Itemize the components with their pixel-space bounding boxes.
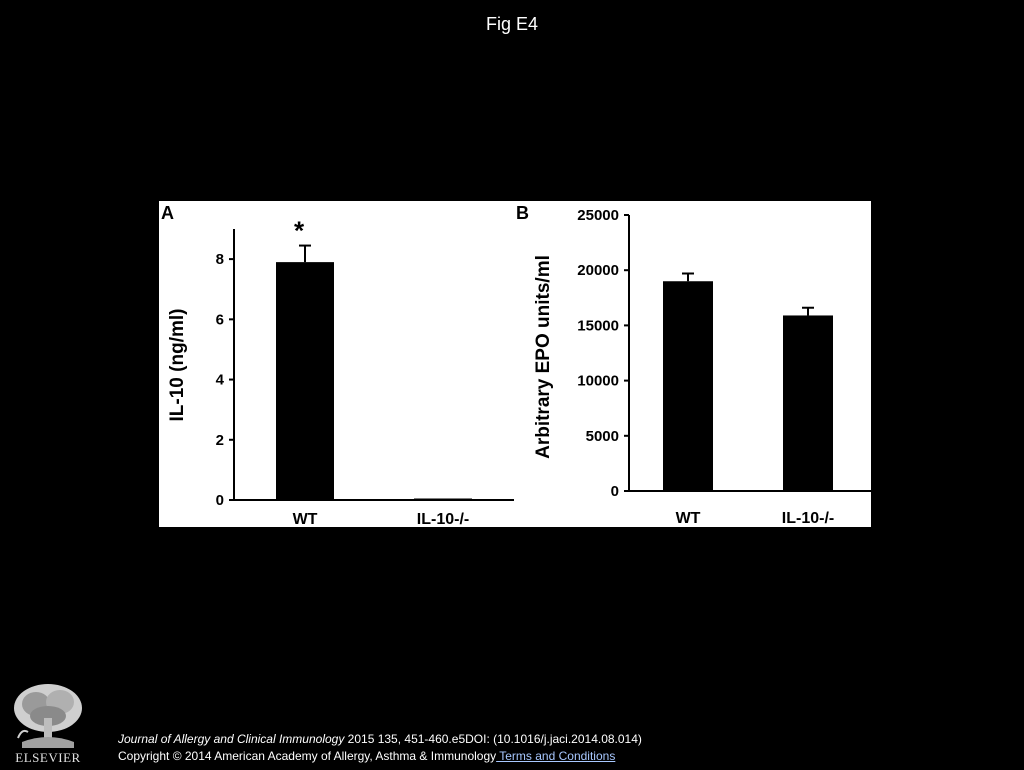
article-reference: 2015 135, 451-460.e5DOI: (10.1016/j.jaci.2014.08.014) — [344, 732, 642, 746]
chart-b-y-axis-label: Arbitrary EPO units/ml — [533, 255, 554, 459]
chart-b-panel-label: B — [516, 203, 529, 223]
chart-b-category-label: IL-10-/- — [781, 510, 835, 527]
chart-b-y-tick-label: 25000 — [577, 207, 619, 224]
terms-and-conditions-link[interactable]: Terms and Conditions — [496, 749, 616, 763]
elsevier-logo-text: ELSEVIER — [15, 750, 81, 765]
chart-a-category-label: WT — [292, 511, 318, 527]
chart-a-y-tick-label: 4 — [215, 371, 224, 389]
chart-a-category-label: IL-10-/- — [416, 511, 470, 527]
chart-a-bar — [276, 262, 334, 500]
chart-a-y-tick-label: 8 — [215, 251, 224, 269]
chart-a-y-tick-label: 2 — [215, 431, 224, 449]
journal-name: Journal of Allergy and Clinical Immunology — [118, 732, 345, 746]
copyright-line — [118, 748, 642, 765]
chart-a-y-tick-label: 6 — [215, 311, 224, 329]
chart-a-significance-marker: * — [293, 215, 305, 246]
chart-b-bar — [783, 315, 833, 491]
chart-b-bar — [663, 281, 713, 491]
chart-a-y-tick-label: 0 — [215, 492, 224, 509]
chart-a-y-axis-label: IL-10 (ng/ml) — [167, 308, 188, 422]
chart-b-y-tick-label: 20000 — [577, 262, 619, 280]
figure-svg — [159, 201, 871, 527]
slide-title: Fig E4 — [485, 14, 539, 34]
chart-a-bar — [414, 498, 472, 500]
citation — [118, 731, 642, 765]
citation-line — [118, 731, 642, 748]
elsevier-logo — [8, 680, 88, 765]
chart-b-y-tick-label: 0 — [610, 483, 619, 500]
chart-b-category-label: WT — [675, 510, 701, 527]
chart-a-panel-label: A — [161, 203, 174, 223]
copyright-text: Copyright © 2014 American Academy of Allergy, Asthma & Immunology — [118, 749, 497, 763]
elsevier-tree-icon — [8, 680, 88, 765]
chart-b-y-tick-label: 15000 — [577, 317, 619, 335]
chart-b-y-tick-label: 5000 — [585, 427, 619, 445]
chart-b-y-tick-label: 10000 — [577, 372, 619, 390]
figure-panel — [159, 201, 871, 527]
